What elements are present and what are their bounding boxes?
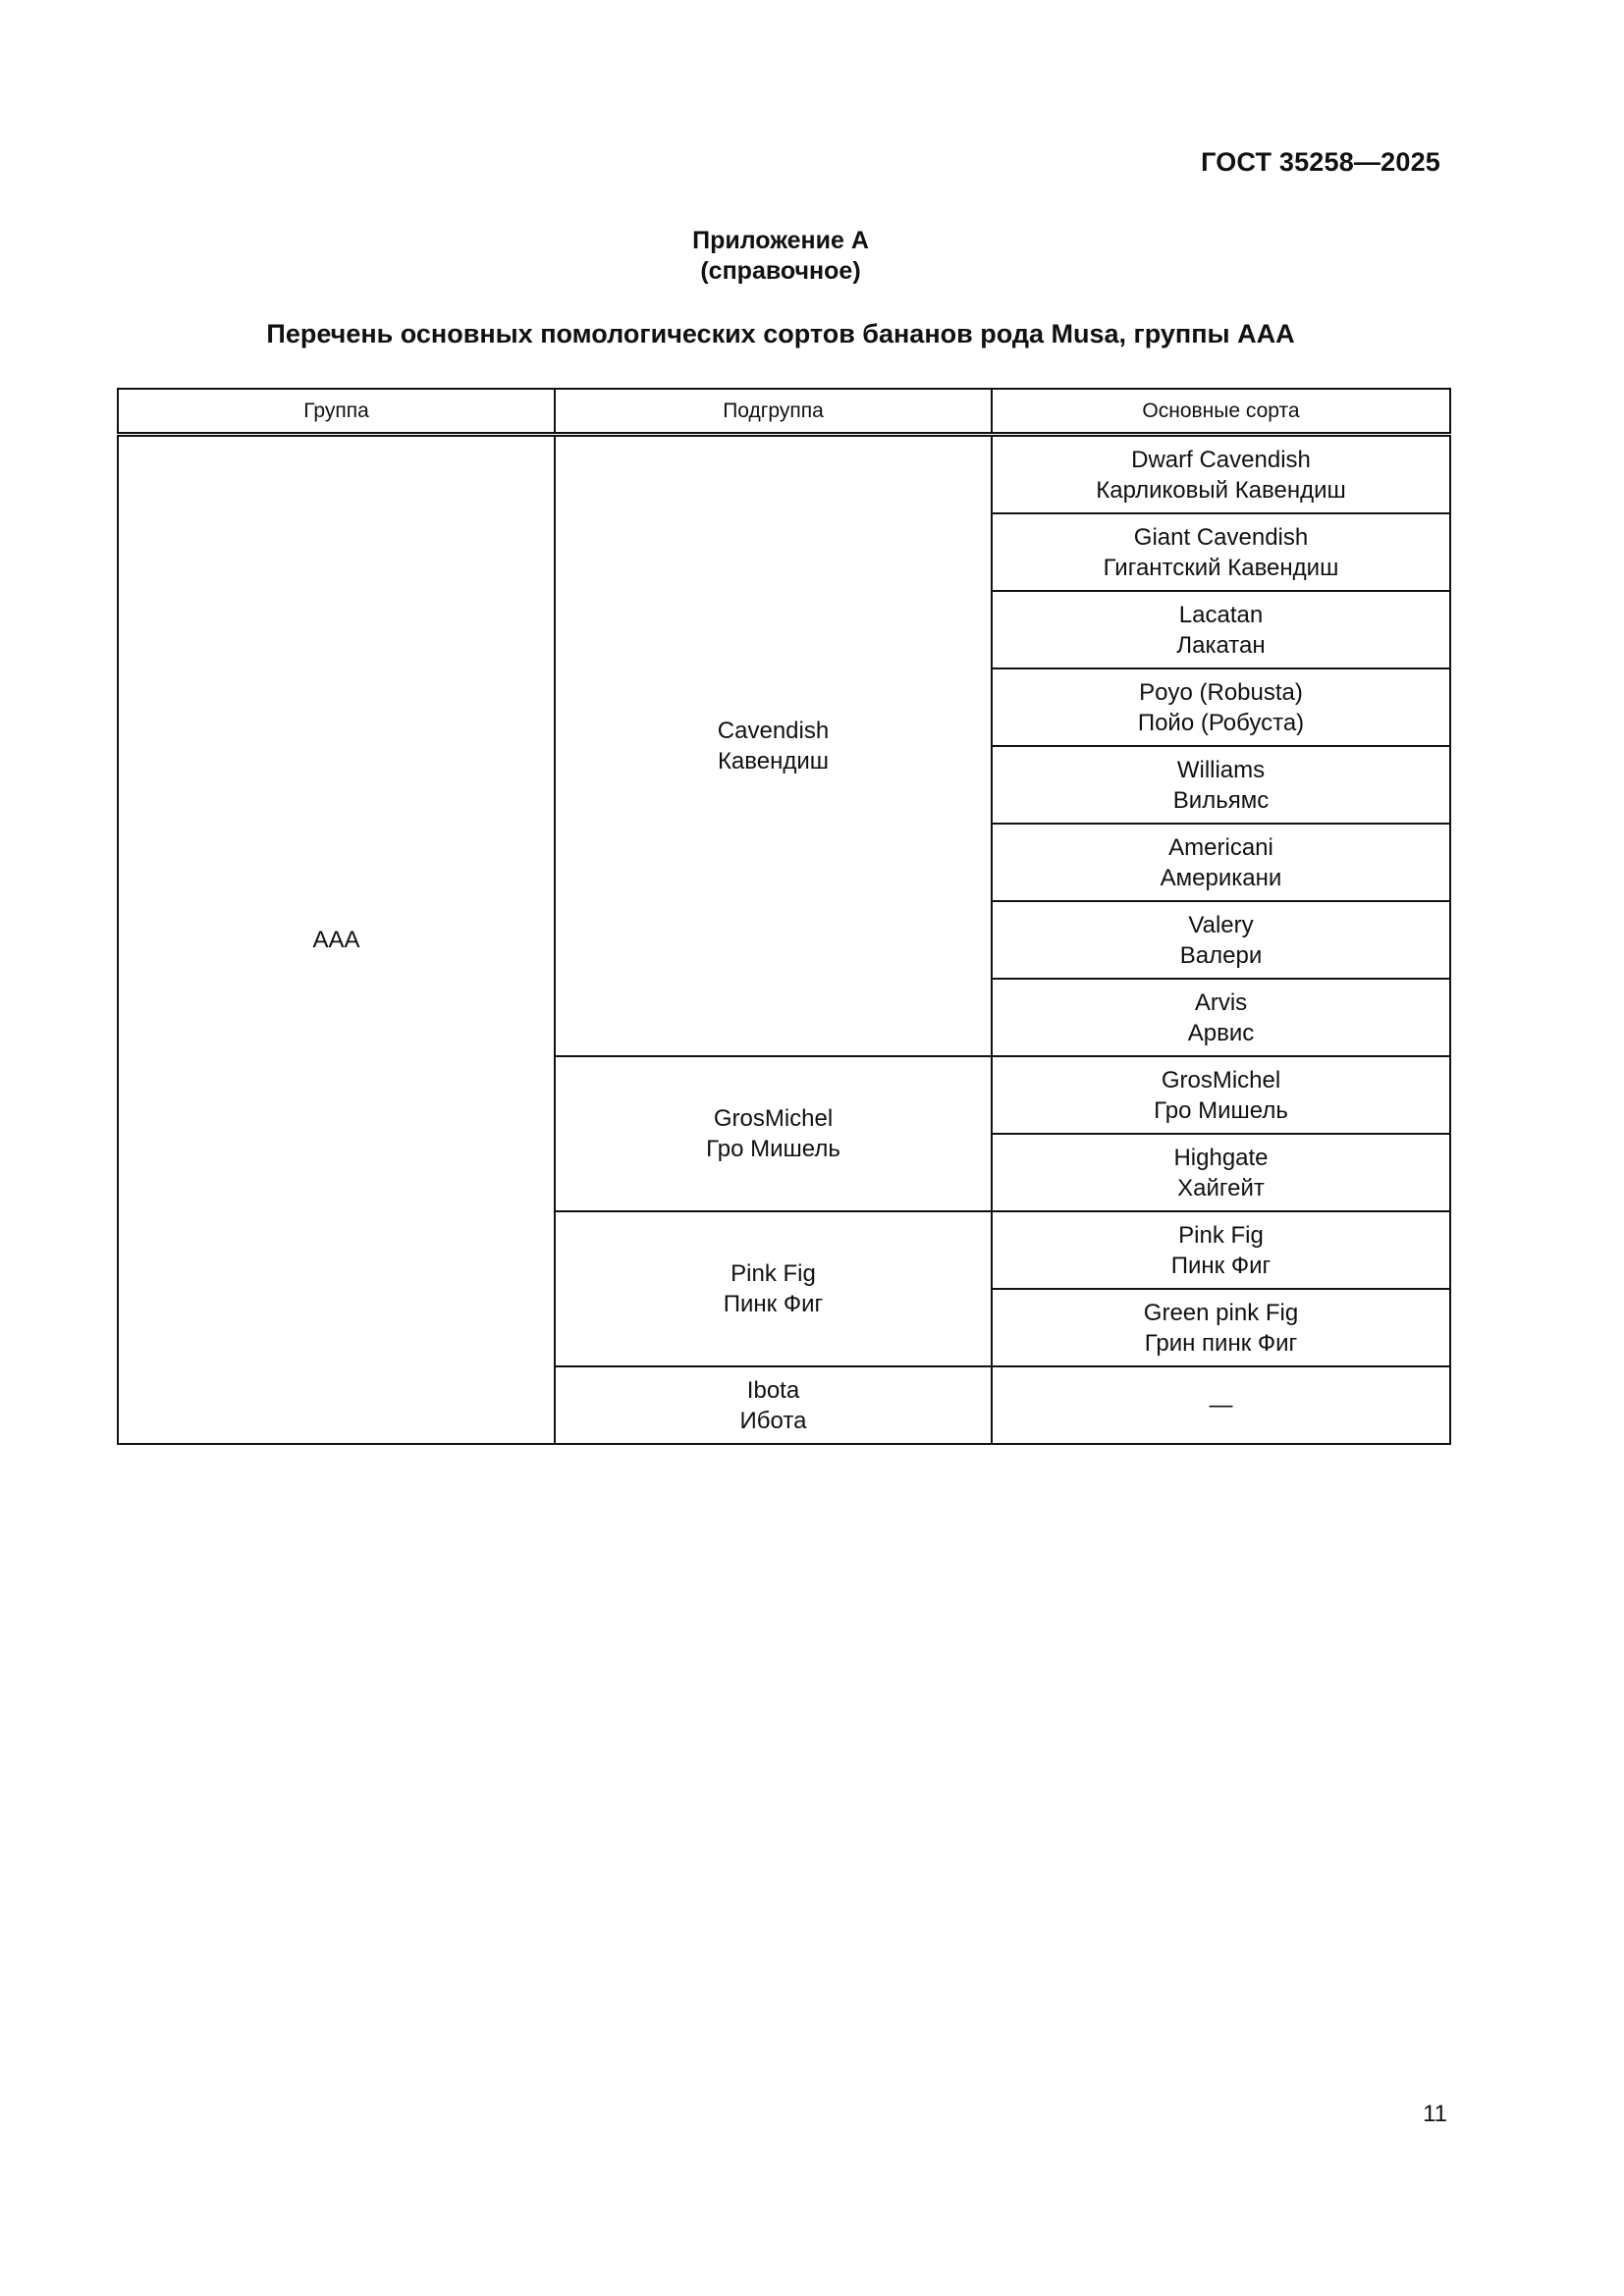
cell-line: Арвис bbox=[1187, 1019, 1255, 1046]
varieties-table bbox=[117, 388, 1451, 1445]
cell-line: Пинк Фиг bbox=[1170, 1252, 1272, 1279]
cell-line: Лакатан bbox=[1176, 631, 1266, 659]
annex-heading bbox=[0, 226, 1561, 287]
cell-line: Пойо (Робуста) bbox=[1137, 709, 1305, 736]
variety-cell bbox=[992, 1211, 1450, 1289]
subgroup-cell bbox=[555, 1056, 992, 1211]
page-number: 11 bbox=[1423, 2101, 1447, 2127]
variety-cell bbox=[992, 591, 1450, 668]
cell-line: Валери bbox=[1179, 941, 1263, 969]
column-header-group: Группа bbox=[118, 389, 555, 435]
cell-line: Ибота bbox=[739, 1407, 807, 1434]
cell-line: Valery bbox=[1188, 911, 1254, 938]
group-cell: AAA bbox=[118, 435, 555, 1445]
cell-line: Вильямс bbox=[1172, 786, 1270, 814]
cell-line: Arvis bbox=[1194, 988, 1248, 1016]
subgroup-cell bbox=[555, 1211, 992, 1366]
cell-line: Lacatan bbox=[1178, 601, 1264, 628]
annex-title: Приложение А bbox=[692, 227, 869, 254]
cell-line: Американи bbox=[1160, 864, 1282, 891]
table-body bbox=[118, 435, 1450, 1445]
variety-cell bbox=[992, 668, 1450, 746]
annex-status: (справочное) bbox=[700, 257, 861, 285]
cell-line: Highgate bbox=[1173, 1144, 1269, 1171]
column-header-varieties: Основные сорта bbox=[992, 389, 1450, 435]
table-row bbox=[118, 435, 1450, 514]
variety-cell bbox=[992, 513, 1450, 591]
table-title: Перечень основных помологических сортов бананов рода Musa, группы AAA bbox=[266, 319, 1295, 348]
variety-cell bbox=[992, 979, 1450, 1056]
cell-line: Гро Мишель bbox=[1154, 1096, 1288, 1124]
cell-line: Гигантский Кавендиш bbox=[1103, 554, 1339, 581]
cell-line: Giant Cavendish bbox=[1133, 523, 1309, 551]
cell-line: Карликовый Кавендиш bbox=[1096, 476, 1346, 504]
cell-line: Americani bbox=[1168, 833, 1273, 861]
cell-line: Pink Fig bbox=[1178, 1221, 1264, 1249]
cell-line: GrosMichel bbox=[1161, 1066, 1281, 1094]
cell-line: Cavendish bbox=[717, 718, 830, 744]
cell-line: Poyo (Robusta) bbox=[1139, 678, 1303, 706]
variety-cell bbox=[992, 1056, 1450, 1134]
variety-cell bbox=[992, 1134, 1450, 1211]
cell-line: Пинк Фиг bbox=[723, 1291, 824, 1317]
variety-cell bbox=[992, 1289, 1450, 1366]
variety-cell bbox=[992, 901, 1450, 979]
cell-line: — bbox=[1209, 1392, 1233, 1418]
variety-cell bbox=[992, 746, 1450, 824]
cell-line: Хайгейт bbox=[1177, 1174, 1265, 1201]
subgroup-cell bbox=[555, 1366, 992, 1444]
cell-line: Грин пинк Фиг bbox=[1144, 1329, 1298, 1357]
cell-line: GrosMichel bbox=[713, 1105, 834, 1132]
cell-line: Гро Мишель bbox=[706, 1136, 840, 1162]
cell-line: Pink Fig bbox=[731, 1260, 816, 1287]
cell-line: Green pink Fig bbox=[1143, 1299, 1299, 1326]
document-code: ГОСТ 35258—2025 bbox=[1201, 147, 1440, 177]
table-header-row bbox=[118, 389, 1450, 435]
cell-line: Dwarf Cavendish bbox=[1131, 446, 1311, 473]
cell-line: Ibota bbox=[746, 1376, 800, 1404]
column-header-subgroup: Подгруппа bbox=[555, 389, 992, 435]
cell-line: Williams bbox=[1176, 756, 1266, 783]
variety-cell bbox=[992, 1366, 1450, 1444]
cell-line: Кавендиш bbox=[717, 748, 830, 774]
subgroup-cell bbox=[555, 435, 992, 1057]
variety-cell bbox=[992, 824, 1450, 901]
variety-cell bbox=[992, 435, 1450, 514]
